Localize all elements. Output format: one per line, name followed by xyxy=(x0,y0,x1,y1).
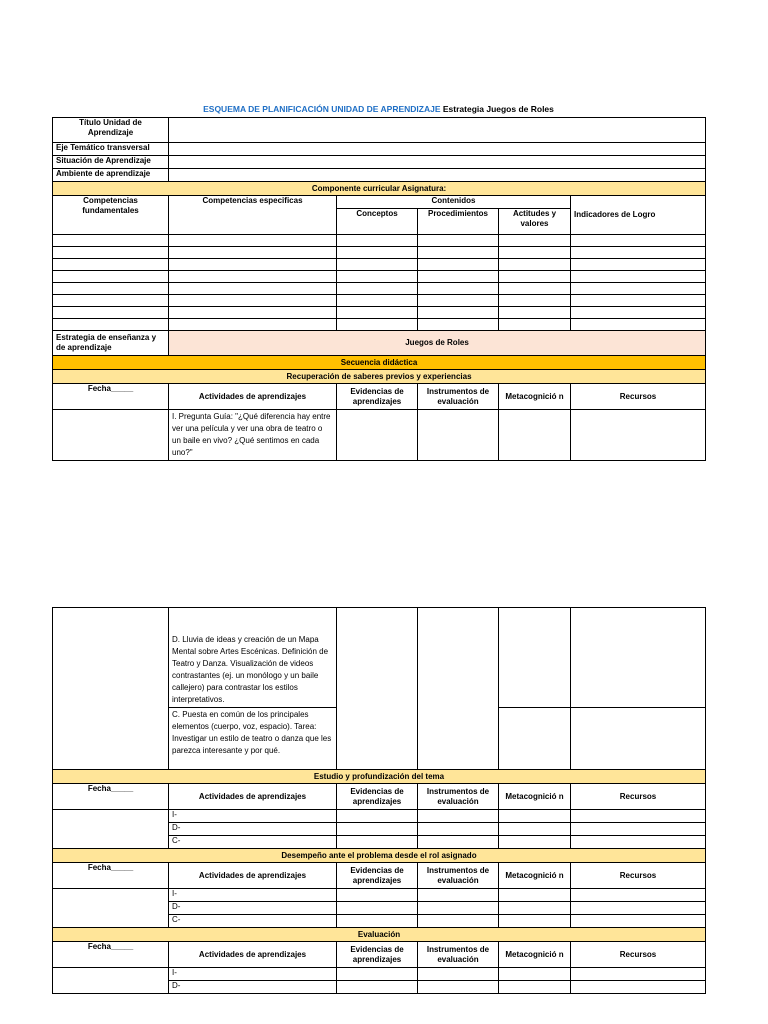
header-actividades: Actividades de aprendizajes xyxy=(169,384,337,410)
header-competencias-fundamentales: Competencias fundamentales xyxy=(53,196,169,235)
table-cell[interactable] xyxy=(571,981,706,994)
table-cell[interactable] xyxy=(53,283,169,295)
table-cell[interactable] xyxy=(499,915,571,928)
table-cell[interactable] xyxy=(571,836,706,849)
section-evaluacion: Evaluación xyxy=(53,928,706,942)
header-recursos: Recursos xyxy=(571,384,706,410)
field-eje-tematico[interactable] xyxy=(169,143,706,156)
activity-prefix-i[interactable]: I- xyxy=(169,810,337,823)
table-cell[interactable] xyxy=(337,836,418,849)
table-cell[interactable] xyxy=(53,235,169,247)
table-cell[interactable] xyxy=(337,307,418,319)
label-situacion: Situación de Aprendizaje xyxy=(53,156,169,169)
header-actividades: Actividades de aprendizajes xyxy=(169,784,337,810)
section-recuperacion: Recuperación de saberes previos y experiencias xyxy=(53,370,706,384)
table-cell[interactable] xyxy=(169,271,337,283)
table-cell[interactable] xyxy=(53,271,169,283)
activity-lluvia-ideas: D. Lluvia de ideas y creación de un Mapa Mental sobre Artes Escénicas. Definición de Teatro y Danza. Visualización de videos contrastantes (ej. un monólogo y un baile callejero) para contrastar los estilos interpretativos. xyxy=(169,608,337,708)
activity-prefix-i[interactable]: I- xyxy=(169,968,337,981)
table-row xyxy=(53,319,706,331)
table-cell[interactable] xyxy=(571,307,706,319)
table-cell[interactable] xyxy=(499,889,571,902)
title-blue-part: ESQUEMA DE PLANIFICACIÓN UNIDAD DE APRENDIZAJE xyxy=(203,104,441,114)
cell-evidencias[interactable] xyxy=(337,608,418,770)
secuencia-didactica-header: Secuencia didáctica xyxy=(53,356,706,370)
table-cell[interactable] xyxy=(337,968,418,981)
table-cell[interactable] xyxy=(418,271,499,283)
label-estrategia: Estrategia de enseñanza y de aprendizaje xyxy=(53,331,169,356)
header-recursos: Recursos xyxy=(571,942,706,968)
table-cell[interactable] xyxy=(337,902,418,915)
header-fecha: Fecha_____ xyxy=(53,384,169,410)
activity-puesta-comun: C. Puesta en común de los principales elementos (cuerpo, voz, espacio). Tarea: Investigar un estilo de teatro o danza que les parezca interesante y por qué. xyxy=(169,708,337,770)
table-cell[interactable] xyxy=(571,810,706,823)
header-procedimientos: Procedimientos xyxy=(418,209,499,235)
cell-fecha[interactable] xyxy=(53,889,169,928)
table-cell[interactable] xyxy=(499,823,571,836)
header-fecha: Fecha_____ xyxy=(53,863,169,889)
header-evidencias: Evidencias de aprendizajes xyxy=(337,784,418,810)
label-eje-tematico: Eje Temático transversal xyxy=(53,143,169,156)
activity-prefix-i[interactable]: I- xyxy=(169,889,337,902)
table-cell[interactable] xyxy=(571,247,706,259)
cell-fecha[interactable] xyxy=(53,968,169,994)
table-cell[interactable] xyxy=(53,259,169,271)
header-metacognicion: Metacognició n xyxy=(499,384,571,410)
table-cell[interactable] xyxy=(337,235,418,247)
table-cell[interactable] xyxy=(571,319,706,331)
cell-recursos[interactable] xyxy=(571,708,706,770)
label-titulo-unidad: Título Unidad de Aprendizaje xyxy=(53,118,169,143)
table-cell[interactable] xyxy=(499,283,571,295)
table-cell[interactable] xyxy=(418,319,499,331)
cell-fecha[interactable] xyxy=(53,608,169,770)
field-titulo-unidad[interactable] xyxy=(169,118,706,143)
table-cell[interactable] xyxy=(418,823,499,836)
planning-table-top xyxy=(52,117,706,461)
table-cell[interactable] xyxy=(418,915,499,928)
header-actividades: Actividades de aprendizajes xyxy=(169,863,337,889)
table-cell[interactable] xyxy=(571,259,706,271)
table-cell[interactable] xyxy=(571,271,706,283)
table-cell[interactable] xyxy=(169,283,337,295)
table-cell[interactable] xyxy=(337,283,418,295)
table-cell[interactable] xyxy=(499,810,571,823)
cell-metacognicion[interactable] xyxy=(499,608,571,708)
table-row xyxy=(53,307,706,319)
table-cell[interactable] xyxy=(571,235,706,247)
table-row xyxy=(53,968,706,981)
table-cell[interactable] xyxy=(53,319,169,331)
header-metacognicion: Metacognició n xyxy=(499,863,571,889)
planning-table-bottom xyxy=(52,607,706,994)
table-cell[interactable] xyxy=(499,902,571,915)
header-evidencias: Evidencias de aprendizajes xyxy=(337,942,418,968)
table-row xyxy=(53,889,706,902)
activity-prefix-c[interactable]: C- xyxy=(169,915,337,928)
field-ambiente[interactable] xyxy=(169,169,706,182)
header-metacognicion: Metacognició n xyxy=(499,784,571,810)
activity-prefix-c[interactable]: C- xyxy=(169,836,337,849)
table-cell[interactable] xyxy=(499,235,571,247)
header-conceptos: Conceptos xyxy=(337,209,418,235)
table-cell[interactable] xyxy=(337,810,418,823)
table-cell[interactable] xyxy=(169,307,337,319)
table-cell[interactable] xyxy=(418,307,499,319)
cell-metacognicion[interactable] xyxy=(499,410,571,461)
cell-fecha[interactable] xyxy=(53,410,169,461)
header-instrumentos: Instrumentos de evaluación xyxy=(418,384,499,410)
cell-instrumentos[interactable] xyxy=(418,608,499,770)
cell-evidencias[interactable] xyxy=(337,410,418,461)
table-row xyxy=(53,235,706,247)
cell-recursos[interactable] xyxy=(571,410,706,461)
table-cell[interactable] xyxy=(499,968,571,981)
header-actividades: Actividades de aprendizajes xyxy=(169,942,337,968)
componente-curricular-header: Componente curricular Asignatura: xyxy=(53,182,706,196)
table-row xyxy=(53,283,706,295)
activity-pregunta-guia: I. Pregunta Guía: "¿Qué diferencia hay entre ver una película y ver una obra de teatro o un baile en vivo? ¿Qué sentimos en cada uno?" xyxy=(169,410,337,461)
table-cell[interactable] xyxy=(169,319,337,331)
activity-prefix-d[interactable]: D- xyxy=(169,823,337,836)
table-cell[interactable] xyxy=(337,915,418,928)
table-cell[interactable] xyxy=(571,902,706,915)
header-recursos: Recursos xyxy=(571,863,706,889)
table-cell[interactable] xyxy=(499,319,571,331)
table-cell[interactable] xyxy=(418,981,499,994)
table-cell[interactable] xyxy=(169,295,337,307)
header-evidencias: Evidencias de aprendizajes xyxy=(337,384,418,410)
table-cell[interactable] xyxy=(571,823,706,836)
table-cell[interactable] xyxy=(418,968,499,981)
table-cell[interactable] xyxy=(53,295,169,307)
table-cell[interactable] xyxy=(53,307,169,319)
table-cell[interactable] xyxy=(337,271,418,283)
table-cell[interactable] xyxy=(418,889,499,902)
table-row xyxy=(53,810,706,823)
cell-metacognicion[interactable] xyxy=(499,708,571,770)
activity-prefix-d[interactable]: D- xyxy=(169,902,337,915)
table-cell[interactable] xyxy=(571,295,706,307)
header-fecha: Fecha_____ xyxy=(53,942,169,968)
estrategia-value[interactable]: Juegos de Roles xyxy=(169,331,706,356)
table-cell[interactable] xyxy=(418,902,499,915)
activity-prefix-d[interactable]: D- xyxy=(169,981,337,994)
header-indicadores-logro: Indicadores de Logro xyxy=(571,196,706,235)
table-cell[interactable] xyxy=(337,981,418,994)
header-metacognicion: Metacognició n xyxy=(499,942,571,968)
table-cell[interactable] xyxy=(337,295,418,307)
table-cell[interactable] xyxy=(337,889,418,902)
table-cell[interactable] xyxy=(418,295,499,307)
title-black-part: Estrategia Juegos de Roles xyxy=(442,104,554,114)
table-cell[interactable] xyxy=(499,259,571,271)
header-instrumentos: Instrumentos de evaluación xyxy=(418,863,499,889)
table-cell[interactable] xyxy=(337,259,418,271)
table-cell[interactable] xyxy=(499,295,571,307)
table-cell[interactable] xyxy=(169,247,337,259)
section-desempeno: Desempeño ante el problema desde el rol asignado xyxy=(53,849,706,863)
table-cell[interactable] xyxy=(337,319,418,331)
section-estudio: Estudio y profundización del tema xyxy=(53,770,706,784)
header-competencias-especificas: Competencias especificas xyxy=(169,196,337,235)
header-contenidos: Contenidos xyxy=(337,196,571,209)
table-cell[interactable] xyxy=(499,836,571,849)
table-cell[interactable] xyxy=(499,247,571,259)
field-situacion[interactable] xyxy=(169,156,706,169)
table-cell[interactable] xyxy=(571,968,706,981)
table-cell[interactable] xyxy=(499,307,571,319)
cell-fecha[interactable] xyxy=(53,810,169,849)
table-cell[interactable] xyxy=(418,259,499,271)
table-cell[interactable] xyxy=(337,247,418,259)
header-actitudes: Actitudes y valores xyxy=(499,209,571,235)
document-title xyxy=(52,104,705,114)
header-instrumentos: Instrumentos de evaluación xyxy=(418,784,499,810)
table-cell[interactable] xyxy=(571,283,706,295)
header-instrumentos: Instrumentos de evaluación xyxy=(418,942,499,968)
header-fecha: Fecha_____ xyxy=(53,784,169,810)
table-cell[interactable] xyxy=(418,283,499,295)
table-cell[interactable] xyxy=(337,823,418,836)
table-cell[interactable] xyxy=(169,259,337,271)
table-cell[interactable] xyxy=(571,889,706,902)
table-cell[interactable] xyxy=(418,810,499,823)
header-recursos: Recursos xyxy=(571,784,706,810)
table-cell[interactable] xyxy=(499,981,571,994)
table-cell[interactable] xyxy=(53,247,169,259)
cell-instrumentos[interactable] xyxy=(418,410,499,461)
table-cell[interactable] xyxy=(169,235,337,247)
table-row xyxy=(53,295,706,307)
table-cell[interactable] xyxy=(571,915,706,928)
table-cell[interactable] xyxy=(418,247,499,259)
table-row xyxy=(53,271,706,283)
cell-recursos[interactable] xyxy=(571,608,706,708)
header-evidencias: Evidencias de aprendizajes xyxy=(337,863,418,889)
table-row xyxy=(53,259,706,271)
table-cell[interactable] xyxy=(499,271,571,283)
table-cell[interactable] xyxy=(418,235,499,247)
label-ambiente: Ambiente de aprendizaje xyxy=(53,169,169,182)
table-cell[interactable] xyxy=(418,836,499,849)
table-row xyxy=(53,247,706,259)
